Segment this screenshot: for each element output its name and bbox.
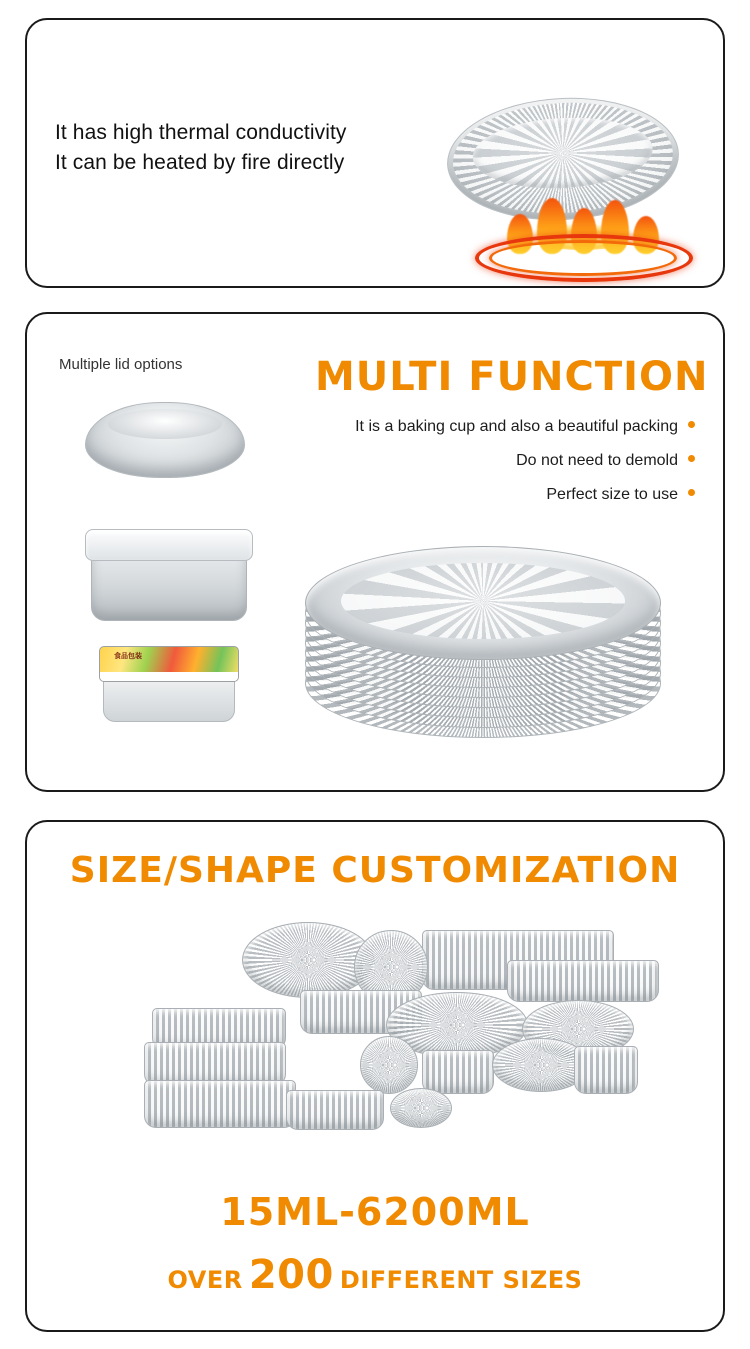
sizes-prefix: OVER: [167, 1266, 243, 1294]
tray-emboss: [535, 141, 591, 170]
fire-flames-icon: [475, 206, 685, 276]
flame-ring-inner: [489, 240, 677, 276]
size-shape-customization-panel: [25, 820, 725, 1332]
tray-emboss: [444, 587, 522, 616]
sizes-number: 200: [248, 1252, 334, 1298]
thermal-conductivity-panel: [25, 18, 725, 288]
sizes-count-text: [27, 1252, 723, 1298]
bullet-dot-icon: [688, 489, 695, 496]
foil-container: [574, 1046, 638, 1094]
tray-rim: [450, 97, 676, 219]
round-foil-bowl-with-lid-icon: [85, 402, 245, 478]
bullet-text: Do not need to demold: [516, 452, 678, 469]
capacity-range-text: 15ML-6200ML: [220, 1190, 530, 1234]
bullet-dot-icon: [688, 455, 695, 462]
multi-function-bullet-list: [355, 418, 695, 520]
foil-container: [286, 1090, 384, 1130]
foil-container: [390, 1088, 452, 1128]
tray-stack-top-tray: [305, 546, 661, 660]
foil-container: [144, 1080, 296, 1128]
list-item: [355, 452, 695, 470]
bullet-text: It is a baking cup and also a beautiful packing: [355, 418, 678, 435]
bowl-shape: [85, 402, 245, 478]
foil-container: [360, 1036, 418, 1094]
thermal-line-1: It has high thermal conductivity: [55, 121, 347, 144]
bullet-text: Perfect size to use: [546, 486, 678, 503]
printed-paper-lid: [99, 646, 239, 682]
sizes-suffix: DIFFERENT SIZES: [339, 1266, 583, 1294]
multi-function-title: MULTI FUNCTION: [315, 354, 709, 400]
multi-function-panel: [25, 312, 725, 792]
clear-lid: [85, 529, 253, 561]
foil-container: [507, 960, 659, 1002]
list-item: [355, 486, 695, 504]
bullet-dot-icon: [688, 421, 695, 428]
assorted-foil-containers-icon: [122, 912, 652, 1172]
thermal-text-block: [55, 118, 347, 178]
thermal-line-2: It can be heated by fire directly: [55, 151, 345, 174]
rectangular-foil-container-with-printed-paper-lid-icon: [99, 646, 239, 722]
size-shape-title: SIZE/SHAPE CUSTOMIZATION: [69, 850, 681, 891]
printed-lid-text: 食品包装: [114, 653, 142, 660]
lid-white-strip: [100, 672, 238, 681]
stack-of-round-foil-trays-icon: [305, 546, 661, 746]
rectangular-foil-container-with-clear-lid-icon: [85, 529, 253, 621]
lid-options-label: Multiple lid options: [59, 356, 183, 373]
list-item: [355, 418, 695, 436]
foil-container: [422, 1050, 494, 1094]
